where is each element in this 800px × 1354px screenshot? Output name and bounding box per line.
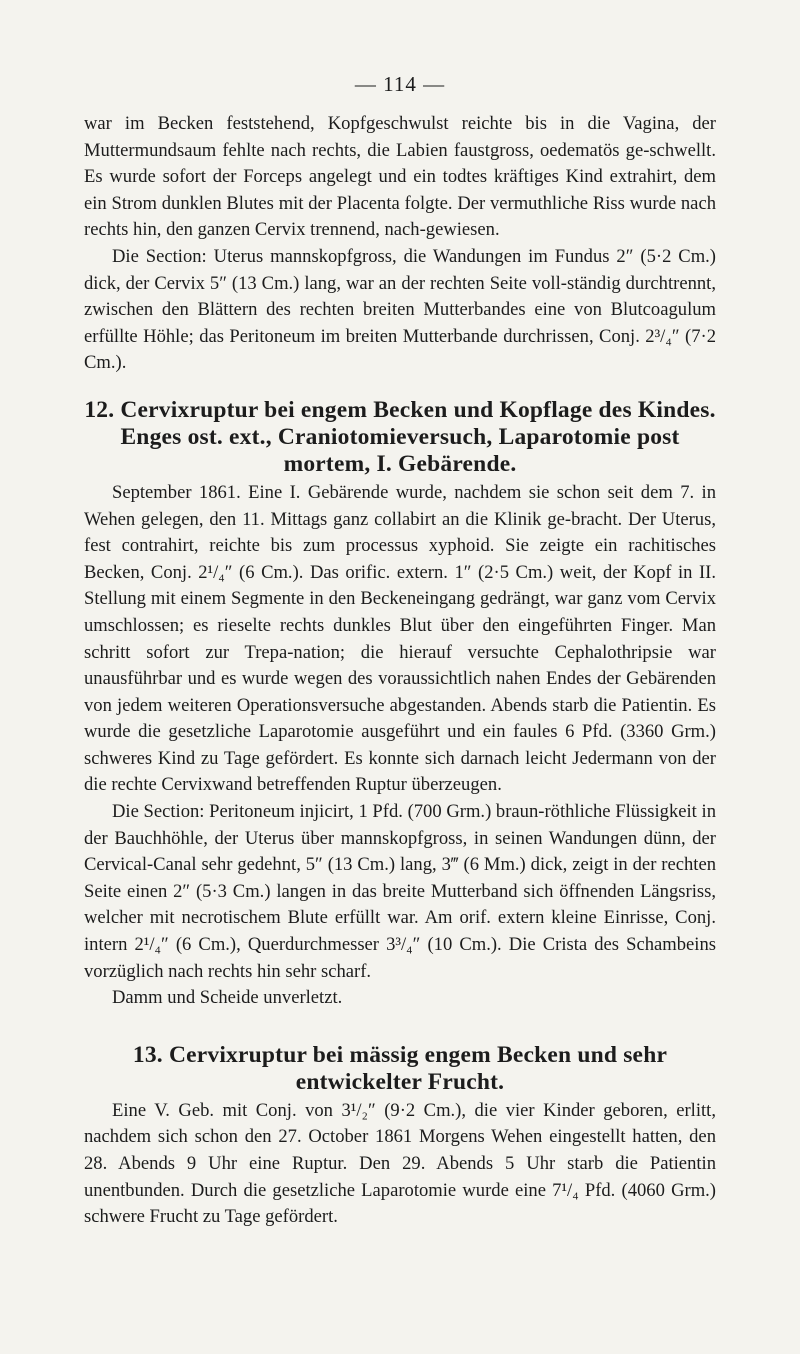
section-heading-12: 12. Cervixruptur bei engem Becken und Kopflage des Kindes. Enges ost. ext., Craniotomieversuch, Laparotomie post mortem, I. Gebärende.	[84, 396, 716, 477]
paragraph-section-findings: Die Section: Uterus mannskopfgross, die Wandungen im Fundus 2″ (5·2 Cm.) dick, der Cervix 5″ (13 Cm.) lang, war an der rechten Seite voll-ständig durchtrennt, zwischen den Blättern des rechten breiten Mutterbandes eine von Blutcoagulum erfüllte Höhle; das Peritoneum im breiten Mutterbande durchrissen, Conj. 2³/₄″ (7·2 Cm.).	[84, 245, 716, 374]
section-heading-13: 13. Cervixruptur bei mässig engem Becken und sehr entwickelter Frucht.	[132, 1041, 668, 1095]
page-number: — 114 —	[354, 72, 446, 96]
paragraph-case-13: Eine V. Geb. mit Conj. von 3¹/₂″ (9·2 Cm.), die vier Kinder geboren, erlitt, nachdem sich schon den 27. October 1861 Morgens Wehen eingestellt hatten, den 28. Abends 9 Uhr eine Ruptur. Den 29. Abends 5 Uhr starb die Patientin unentbunden. Durch die gesetzliche Laparotomie wurde eine 7¹/₄ Pfd. (4060 Grm.) schwere Frucht zu Tage gefördert.	[84, 1099, 716, 1228]
paragraph-case-continuation: war im Becken feststehend, Kopfgeschwulst reichte bis in die Vagina, der Muttermundsaum fehlte nach rechts, die Labien faustgross, oedematös ge-schwellt. Es wurde sofort der Forceps angelegt und ein todtes kräftiges Kind extrahirt, dem ein Strom dunklen Blutes mit der Placenta folgte. Der vermuthliche Riss wurde nach rechts hin, den ganzen Cervix trennend, nach-gewiesen.	[84, 113, 716, 241]
paragraph-perineum-note: Damm und Scheide unverletzt.	[112, 987, 343, 1009]
paragraph-section-12: Die Section: Peritoneum injicirt, 1 Pfd. (700 Grm.) braun-röthliche Flüssigkeit in der Bauchhöhle, der Uterus über mannskopfgross, in seinen Wandungen dünn, der Cervical-Canal sehr gedehnt, 5″ (13 Cm.) lang, 3‴ (6 Mm.) dick, zeigt in der rechten Seite einen 2″ (5·3 Cm.) langen in das breite Mutterband sich öffnenden Längsriss, welcher mit necrotischem Blute erfüllt war. Am orif. extern kleine Einrisse, Conj. intern 2¹/₄″ (6 Cm.), Querdurchmesser 3³/₄″ (10 Cm.). Die Crista des Schambeins vorzüglich nach rechts hin sehr scharf.	[84, 801, 716, 982]
paragraph-case-12: September 1861. Eine I. Gebärende wurde, nachdem sie schon seit dem 7. in Wehen gelegen, den 11. Mittags ganz collabirt an die Klinik ge-bracht. Der Uterus, fest contrahirt, reichte bis zum processus xyphoid. Sie zeigte ein rachitisches Becken, Conj. 2¹/₄″ (6 Cm.). Das orific. extern. 1″ (2·5 Cm.) weit, der Kopf in II. Stellung mit einem Segmente in den Beckeneingang gedrängt, war ganz vom Cervix umschlossen; es rieselte rechts dunkles Blut über den eingeführten Finger. Man schritt sofort zur Trepa-nation; die hierauf versuchte Cephalothripsie war unausführbar und es wurde wegen des voraussichtlich nahen Endes der Gebärenden von jedem weiteren Operationsversuche abgestanden. Abends starb die Patientin. Es wurde die gesetzliche Laparotomie ausgeführt und ein faules 6 Pfd. (3360 Grm.) schweres Kind zu Tage gefördert. Es konnte sich darnach leicht Jedermann von der die rechte Cervixwand betreffenden Ruptur überzeugen.	[84, 481, 716, 796]
